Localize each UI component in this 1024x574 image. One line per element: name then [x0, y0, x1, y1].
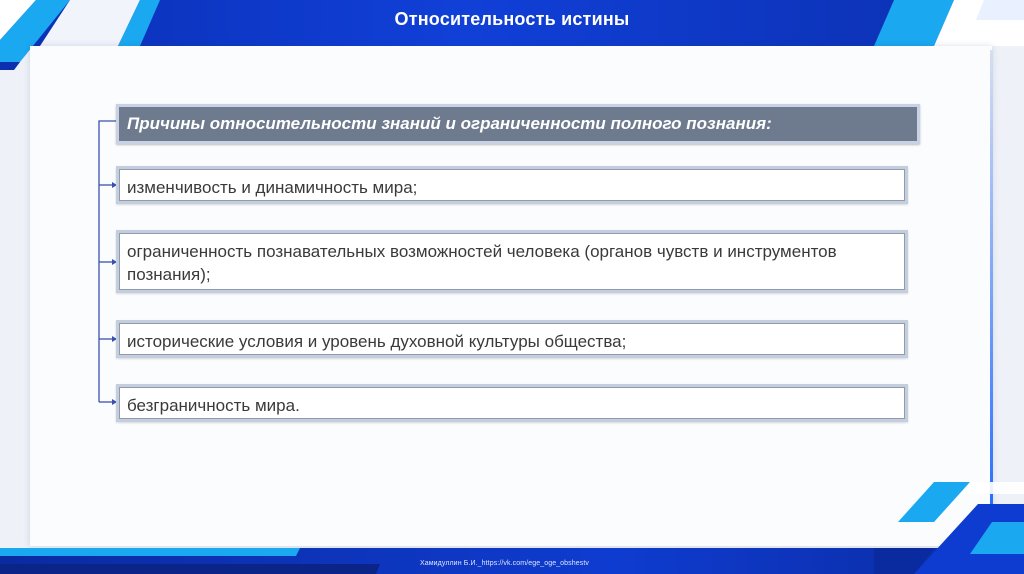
causes-header: Причины относительности знаний и ограниченности полного познания:	[116, 104, 920, 144]
list-item: ограниченность познавательных возможностей человека (органов чувств и инструментов познания);	[116, 230, 908, 293]
slide-title: Относительность истины	[394, 9, 630, 29]
list-item: безграничность мира.	[116, 384, 908, 422]
bottom-left-decoration	[0, 544, 420, 574]
bottom-right-decoration	[874, 474, 1024, 574]
footer-credit: Хамидуллин Б.И._https://vk.com/ege_oge_obshestv	[420, 560, 589, 567]
list-item: изменчивость и динамичность мира;	[116, 166, 908, 204]
list-item: исторические условия и уровень духовной культуры общества;	[116, 320, 908, 358]
